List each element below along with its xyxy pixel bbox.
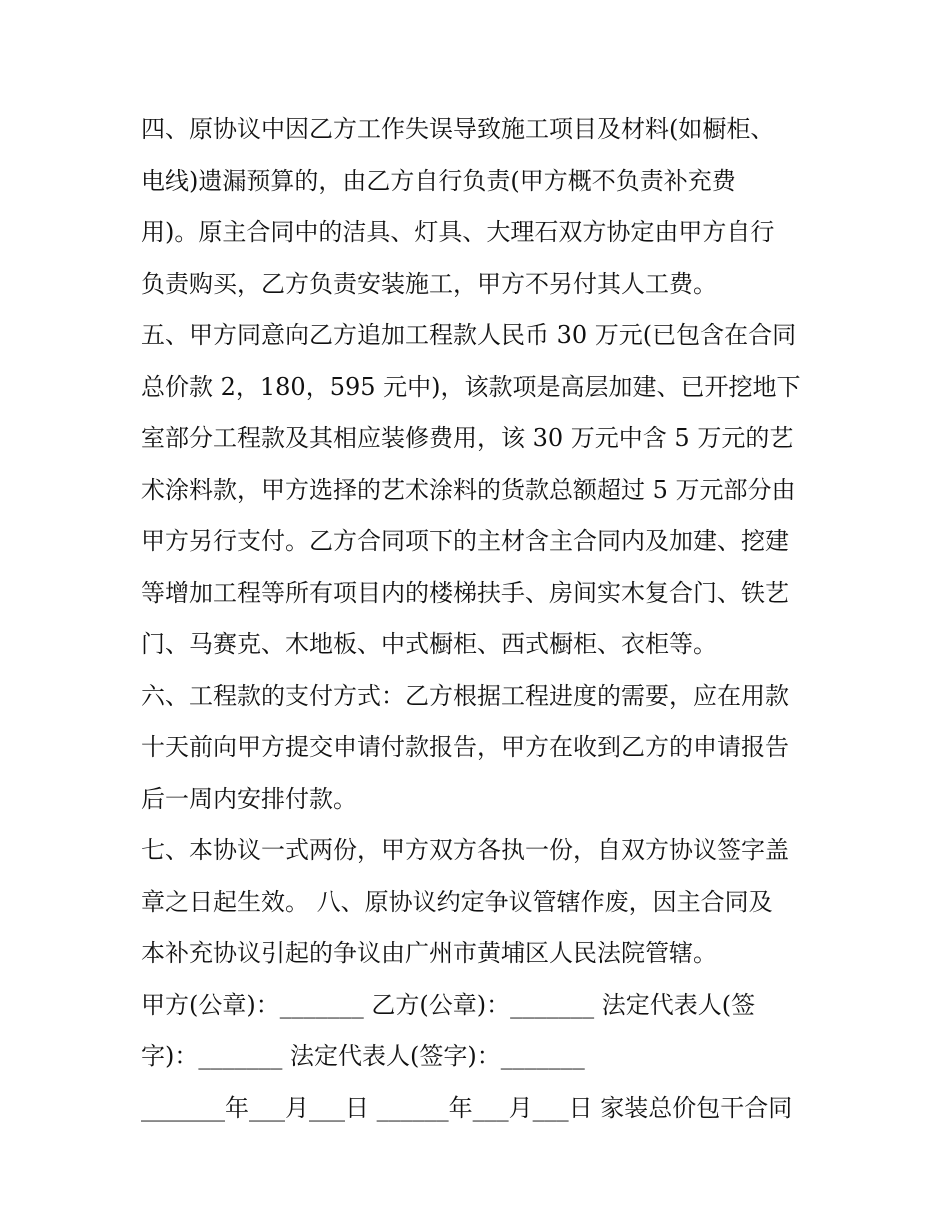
text-line-4: 负责购买，乙方负责安装施工，甲方不另付其人工费。 [141, 269, 717, 298]
text-line-16: 章之日起生效。 八、原协议约定争议管辖作废，因主合同及 [141, 887, 773, 916]
text-line-12: 六、工程款的支付方式：乙方根据工程进度的需要，应在用款 [141, 681, 789, 710]
text-line-13: 十天前向甲方提交申请付款报告，甲方在收到乙方的申请报告 [141, 733, 789, 761]
signature-line-1: 甲方(公章)：_______ 乙方(公章)：_______ 法定代表人(签 [141, 990, 756, 1019]
text-line-17: 本补充协议引起的争议由广州市黄埔区人民法院管辖。 [141, 939, 717, 967]
text-line-3: 用)。原主合同中的洁具、灯具、大理石双方协定由甲方自行 [141, 218, 775, 246]
text-line-1: 四、原协议中因乙方工作失误导致施工项目及材料(如橱柜、 [141, 115, 775, 143]
text-line-15: 七、本协议一式两份，甲方双方各执一份，自双方协议签字盖 [141, 836, 789, 864]
text-line-10: 等增加工程等所有项目内的楼梯扶手、房间实木复合门、铁艺 [141, 578, 789, 607]
contract-body [141, 104, 821, 1134]
signature-line-2: 字)：_______ 法定代表人(签字)：_______ [141, 1042, 585, 1070]
text-line-6: 总价款 2，180，595 元中)，该款项是高层加建、已开挖地下 [141, 372, 801, 401]
text-line-5: 五、甲方同意向乙方追加工程款人民币 30 万元(已包含在合同 [141, 321, 797, 349]
text-line-2: 电线)遗漏预算的，由乙方自行负责(甲方概不负责补充费 [141, 166, 736, 195]
text-line-9: 甲方另行支付。乙方合同项下的主材含主合同内及加建、挖建 [141, 527, 789, 555]
text-line-14: 后一周内安排付款。 [141, 784, 357, 813]
text-line-11: 门、马赛克、木地板、中式橱柜、西式橱柜、衣柜等。 [141, 630, 717, 658]
date-line: _______年___月___日 ______年___月___日 家装总价包干合同 [141, 1093, 793, 1122]
text-line-7: 室部分工程款及其相应装修费用，该 30 万元中含 5 万元的艺 [141, 424, 794, 452]
text-line-8: 术涂料款，甲方选择的艺术涂料的货款总额超过 5 万元部分由 [141, 475, 796, 504]
